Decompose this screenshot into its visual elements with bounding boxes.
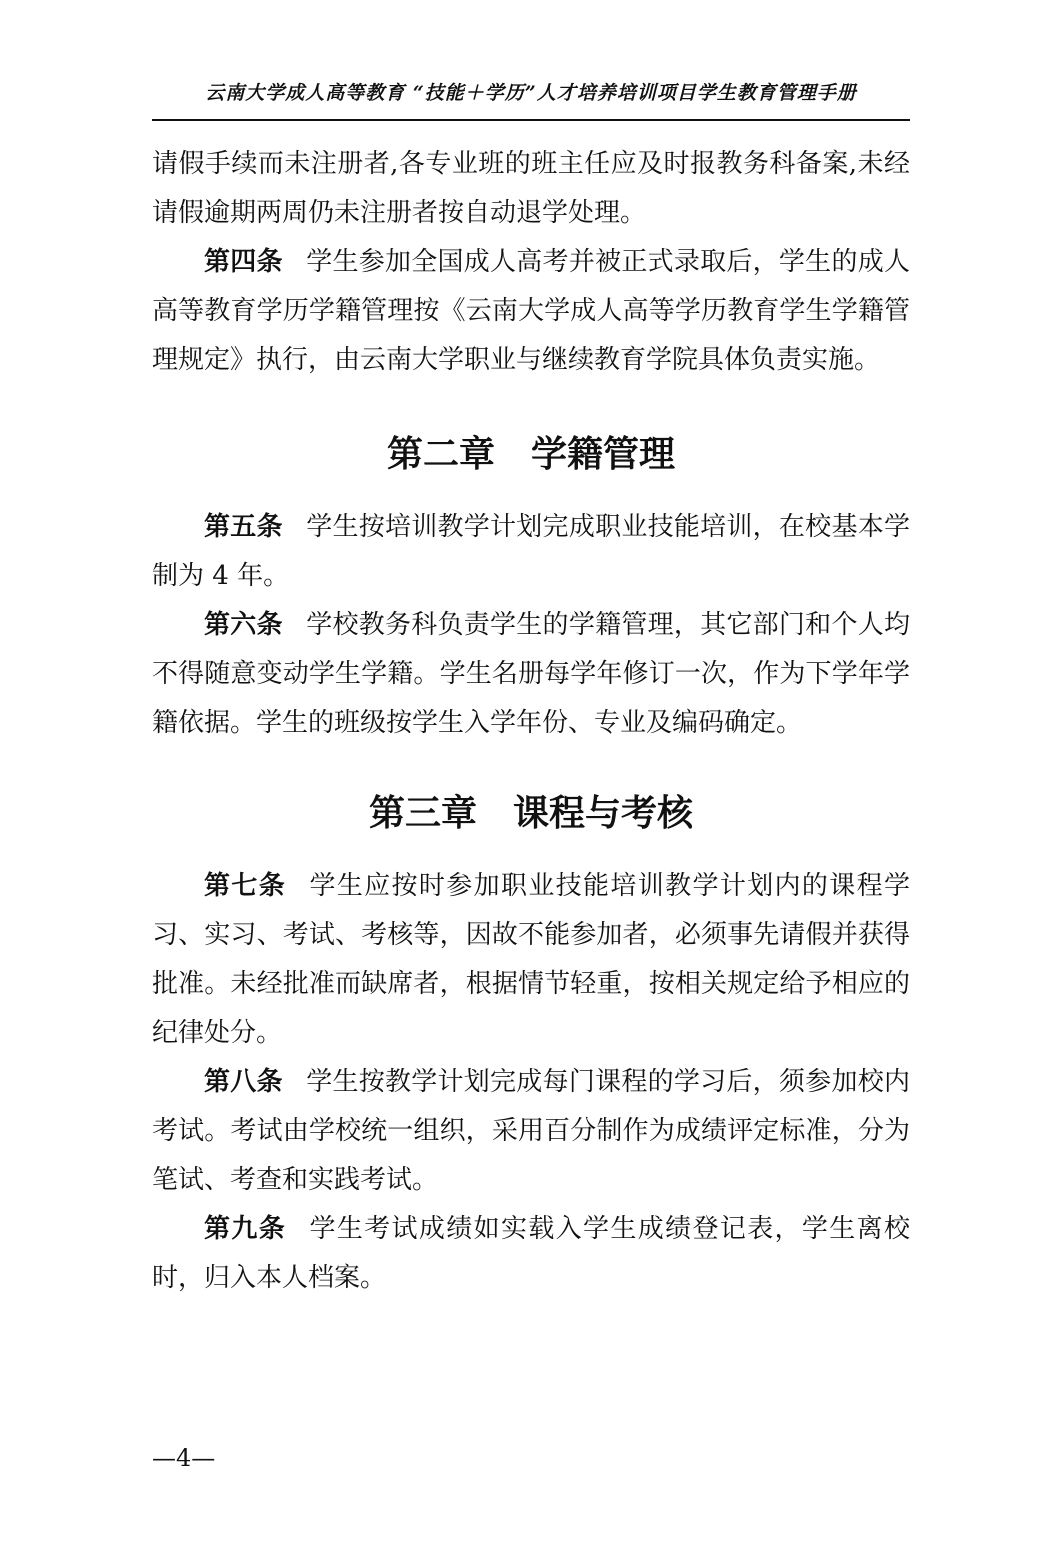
chapter-number: 第三章 <box>368 793 477 834</box>
chapter-title: 学籍管理 <box>531 434 676 475</box>
article-4 <box>152 238 910 385</box>
article-5 <box>152 503 910 601</box>
paragraph-continued: 请假手续而未注册者,各专业班的班主任应及时报教务科备案,未经请假逾期两周仍未注册者按自动退学处理。 <box>152 149 910 228</box>
article-9 <box>152 1205 910 1303</box>
article-text: 学生应按时参加职业技能培训教学计划内的课程学习、实习、考试、考核等，因故不能参加者，必须事先请假并获得批准。未经批准而缺席者，根据情节轻重，按相关规定给予相应的纪律处分。 <box>152 871 910 1048</box>
article-label: 第六条 <box>204 610 283 640</box>
running-header: 云南大学成人高等教育 “技能＋学历”人才培养培训项目学生教育管理手册 <box>205 82 857 104</box>
header-rule <box>152 119 910 121</box>
article-label: 第七条 <box>204 871 287 901</box>
article-text: 学生按教学计划完成每门课程的学习后，须参加校内考试。考试由学校统一组织，采用百分制作为成绩评定标准，分为笔试、考查和实践考试。 <box>152 1067 910 1195</box>
article-6 <box>152 601 910 748</box>
chapter-3-heading <box>152 790 910 838</box>
chapter-2-heading <box>152 431 910 479</box>
article-label: 第九条 <box>204 1214 287 1244</box>
article-label: 第四条 <box>204 247 283 277</box>
article-7 <box>152 862 910 1058</box>
article-label: 第八条 <box>204 1067 283 1097</box>
page-body <box>152 140 910 1303</box>
page-number: —4— <box>152 1444 216 1472</box>
article-8 <box>152 1058 910 1205</box>
article-text: 学生按培训教学计划完成职业技能培训，在校基本学制为 4 年。 <box>152 512 910 591</box>
article-label: 第五条 <box>204 512 283 542</box>
chapter-number: 第二章 <box>386 434 495 475</box>
article-text: 学生参加全国成人高考并被正式录取后，学生的成人高等教育学历学籍管理按《云南大学成人高等学历教育学生学籍管理规定》执行，由云南大学职业与继续教育学院具体负责实施。 <box>152 247 910 375</box>
article-text: 学生考试成绩如实载入学生成绩登记表，学生离校时，归入本人档案。 <box>152 1214 910 1293</box>
article-text: 学校教务科负责学生的学籍管理，其它部门和个人均不得随意变动学生学籍。学生名册每学年修订一次，作为下学年学籍依据。学生的班级按学生入学年份、专业及编码确定。 <box>152 610 910 738</box>
chapter-title: 课程与考核 <box>513 793 694 834</box>
